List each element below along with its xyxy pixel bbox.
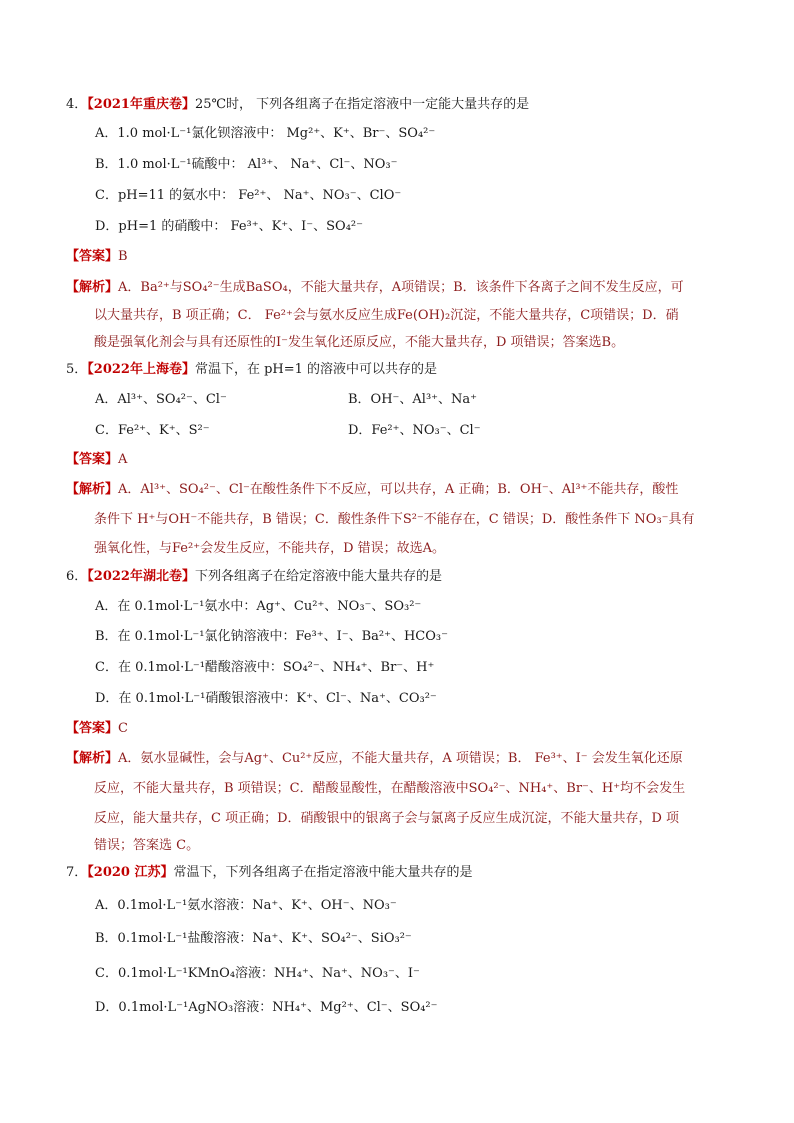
option-b: B．1.0 mol·L⁻¹硫酸中： Al³⁺、 Na⁺、Cl⁻、NO₃⁻ [95, 157, 398, 172]
question-source: 【2020 江苏】 [87, 865, 174, 880]
question-text: 25℃时， 下列各组离子在指定溶液中一定能大量共存的是 [194, 97, 530, 112]
question-source: 【2022年湖北卷】 [87, 569, 195, 584]
analysis-line: 【解析】A．氨水显碱性，会与Ag⁺、Cu²⁺反应，不能大量共存，A 项错误；B． Fe³⁺、I⁻ 会发生氧化还原 [66, 751, 683, 766]
analysis-line: 反应，不能大量共存，B 项错误；C．醋酸显酸性，在醋酸溶液中SO₄²⁻、NH₄⁺、Br⁻、H⁺均不会发生 [94, 781, 686, 796]
question-5-stem [66, 361, 437, 379]
answer-value: A [118, 452, 128, 467]
option-c: C．pH=11 的氨水中： Fe²⁺、 Na⁺、NO₃⁻、ClO⁻ [95, 188, 402, 203]
answer-label: 【答案】 [66, 249, 119, 264]
analysis-line: 条件下 H⁺与OH⁻不能共存，B 错误；C．酸性条件下S²⁻不能存在，C 错误；D．酸性条件下 NO₃⁻具有 [94, 512, 695, 527]
question-number: 4． [66, 97, 88, 112]
analysis-line: 强氧化性，与Fe²⁺会发生反应，不能共存，D 错误；故选A。 [94, 541, 446, 556]
option-d: D．0.1mol·L⁻¹AgNO₃溶液：NH₄⁺、Mg²⁺、Cl⁻、SO₄²⁻ [95, 1000, 438, 1015]
analysis-line: 酸是强氧化剂会与具有还原性的I⁻发生氧化还原反应，不能大量共存，D 项错误；答案选B。 [94, 335, 625, 350]
analysis-line: 【解析】A．Al³⁺、SO₄²⁻、Cl⁻在酸性条件下不反应，可以共存，A 正确；B．OH⁻、Al³⁺不能共存，酸性 [66, 482, 679, 497]
answer-line [66, 720, 128, 738]
analysis-line: 反应，能大量共存，C 项正确；D．硝酸银中的银离子会与氯离子反应生成沉淀，不能大量共存，D 项 [94, 811, 680, 826]
option-a: A．Al³⁺、SO₄²⁻、Cl⁻ [95, 392, 227, 407]
analysis-line: 【解析】A．Ba²⁺与SO₄²⁻生成BaSO₄，不能大量共存，A项错误；B．该条件下各离子之间不发生反应，可 [66, 280, 684, 295]
option-d: D．在 0.1mol·L⁻¹硝酸银溶液中：K⁺、Cl⁻、Na⁺、CO₃²⁻ [95, 691, 437, 706]
option-c: C．在 0.1mol·L⁻¹醋酸溶液中：SO₄²⁻、NH₄⁺、Br⁻、H⁺ [95, 660, 435, 675]
analysis-label: 【解析】 [66, 280, 119, 295]
answer-label: 【答案】 [66, 452, 119, 467]
answer-value: C [118, 721, 128, 736]
option-d: D．pH=1 的硝酸中： Fe³⁺、K⁺、I⁻、SO₄²⁻ [95, 219, 364, 234]
option-a: A．在 0.1mol·L⁻¹氨水中：Ag⁺、Cu²⁺、NO₃⁻、SO₃²⁻ [95, 599, 422, 614]
option-b: B．OH⁻、Al³⁺、Na⁺ [348, 392, 478, 407]
question-number: 6． [66, 569, 88, 584]
question-6-stem [66, 568, 442, 586]
answer-line [66, 248, 128, 266]
analysis-label: 【解析】 [66, 751, 119, 766]
question-text: 常温下，下列各组离子在指定溶液中能大量共存的是 [173, 865, 473, 880]
question-source: 【2022年上海卷】 [87, 362, 195, 377]
analysis-line: 错误；答案选 C。 [94, 838, 200, 853]
question-7-stem [66, 864, 473, 882]
answer-label: 【答案】 [66, 721, 119, 736]
option-c: C．Fe²⁺、K⁺、S²⁻ [95, 423, 210, 438]
answer-line [66, 451, 127, 469]
option-a: A．1.0 mol·L⁻¹氯化钡溶液中： Mg²⁺、K⁺、Br⁻、SO₄²⁻ [95, 126, 436, 141]
question-source: 【2021年重庆卷】 [87, 97, 195, 112]
option-a: A．0.1mol·L⁻¹氨水溶液：Na⁺、K⁺、OH⁻、NO₃⁻ [95, 898, 397, 913]
answer-value: B [118, 249, 128, 264]
question-4-stem [66, 96, 529, 114]
question-number: 7． [66, 865, 88, 880]
option-b: B．0.1mol·L⁻¹盐酸溶液：Na⁺、K⁺、SO₄²⁻、SiO₃²⁻ [95, 931, 412, 946]
analysis-line: 以大量共存，B 项正确；C． Fe²⁺会与氨水反应生成Fe(OH)₂沉淀，不能大量共存，C项错误；D．硝 [94, 308, 679, 323]
analysis-label: 【解析】 [66, 482, 119, 497]
option-d: D．Fe²⁺、NO₃⁻、Cl⁻ [348, 423, 481, 438]
question-text: 常温下，在 pH=1 的溶液中可以共存的是 [194, 362, 438, 377]
question-text: 下列各组离子在给定溶液中能大量共存的是 [194, 569, 442, 584]
option-b: B．在 0.1mol·L⁻¹氯化钠溶液中：Fe³⁺、I⁻、Ba²⁺、HCO₃⁻ [95, 629, 448, 644]
question-number: 5． [66, 362, 88, 377]
option-c: C．0.1mol·L⁻¹KMnO₄溶液：NH₄⁺、Na⁺、NO₃⁻、I⁻ [95, 966, 420, 981]
